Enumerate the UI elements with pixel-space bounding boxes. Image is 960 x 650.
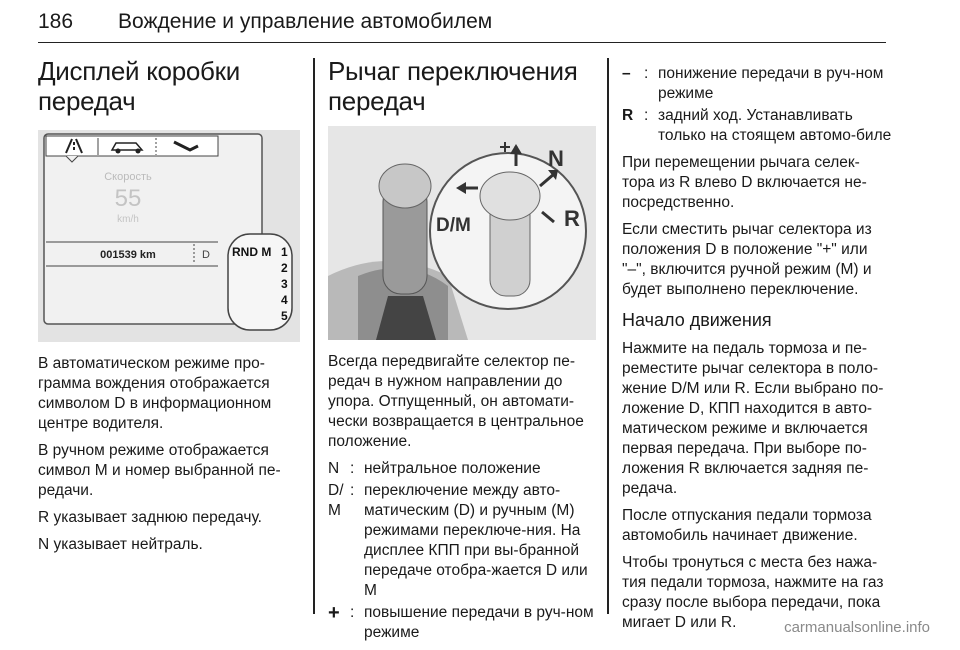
instrument-display-illustration (38, 130, 300, 342)
page-number: 186 (38, 10, 74, 33)
definition-term: R (622, 107, 634, 124)
page-header (38, 8, 886, 43)
gear-number: 1 (281, 245, 288, 259)
lever-label-dm: D/M (436, 215, 471, 236)
transmission-display-figure (38, 130, 300, 342)
definition-desc: переключение между авто-матическим (D) и ручным (M) режимами переключе-ния. На дисплее КПП при вы-бранной передаче отобра-жается D или M (364, 482, 588, 599)
column-divider (607, 58, 609, 614)
gear-number: 2 (281, 261, 288, 275)
column-2 (328, 56, 596, 650)
gear-lever-figure (328, 126, 596, 340)
paragraph: После отпускания педали тормоза автомобиль начинает движение. (622, 507, 872, 544)
paragraph: В ручном режиме отображается символ M и номер выбранной пе-редачи. (38, 442, 281, 499)
definition-list (328, 459, 596, 643)
watermark: carmanualsonline.info (784, 619, 930, 636)
odometer: 001539 km (100, 249, 156, 261)
definition-term: – (622, 65, 631, 82)
section-heading-gear-lever: Рычаг переключения передач (328, 56, 578, 116)
page-title: Вождение и управление автомобилем (118, 10, 493, 33)
column-3 (622, 64, 892, 640)
paragraph: Если сместить рычаг селектора из положения D в положение "+" или "–", включится ручной режим (M) и будет выполнено переключение. (622, 221, 872, 298)
definition-item: + : повышение передачи в руч-ном режиме (328, 603, 596, 643)
definition-item: R : задний ход. Устанавливать только на стоящем автомо-биле (622, 107, 892, 144)
definition-item: D/ M : переключение между авто-матическим (D) и ручным (M) режимами переключе-ния. На дисплее КПП при вы-бранной передаче отобра-жается D или M (328, 481, 596, 601)
paragraph: Нажмите на педаль тормоза и пе-реместите рычаг селектора в поло-жение D/M или R. Если выбрано по-ложение D, КПП находится в авто-матическом режиме и включается первая передача. При выборе по-ложения R включается задняя пе-редача. (622, 340, 884, 497)
lever-label-r: R (564, 206, 580, 231)
paragraph: При перемещении рычага селек-тора из R влево D включается не-посредственно. (622, 154, 867, 211)
section-heading-starting: Начало движения (622, 310, 772, 330)
gear-number: 3 (281, 277, 288, 291)
gear-indicator-small: D (202, 249, 210, 261)
column-1 (38, 56, 300, 562)
column-divider (313, 58, 315, 614)
definition-term: + (328, 602, 340, 624)
definition-desc: понижение передачи в руч-ном режиме (658, 65, 884, 102)
paragraph: В автоматическом режиме про-грамма вождения отображается символом D в информационном центре водителя. (38, 355, 272, 432)
paragraph: Всегда передвигайте селектор пе-редач в нужном направлении до упора. Отпущенный, он автомати-чески возвращается в центральное положение. (328, 353, 584, 450)
definition-desc: повышение передачи в руч-ном режиме (364, 604, 594, 641)
section-heading-display: Дисплей коробки передач (38, 56, 240, 116)
definition-term: D/ M (328, 482, 344, 519)
gear-modes-label: RND M (232, 245, 272, 259)
definition-item: – : понижение передачи в руч-ном режиме (622, 64, 892, 104)
gear-number: 5 (281, 309, 288, 323)
paragraph: Чтобы тронуться с места без нажа-тия педали тормоза, нажмите на газ сразу после выбора передачи, пока мигает D или R. (622, 554, 884, 631)
definition-list (622, 64, 892, 146)
lever-label-n: N (548, 146, 564, 171)
gear-number: 4 (281, 293, 288, 307)
speed-unit: km/h (117, 214, 139, 225)
gear-lever-illustration (328, 126, 596, 340)
definition-item: N : нейтральное положение (328, 459, 596, 479)
paragraph: R указывает заднюю передачу. (38, 509, 262, 526)
definition-desc: нейтральное положение (364, 460, 541, 477)
paragraph: N указывает нейтраль. (38, 536, 203, 553)
definition-desc: задний ход. Устанавливать только на стоящем автомо-биле (658, 107, 892, 144)
speed-label: Скорость (104, 171, 152, 183)
speed-value: 55 (114, 185, 142, 212)
definition-term: N (328, 460, 340, 477)
